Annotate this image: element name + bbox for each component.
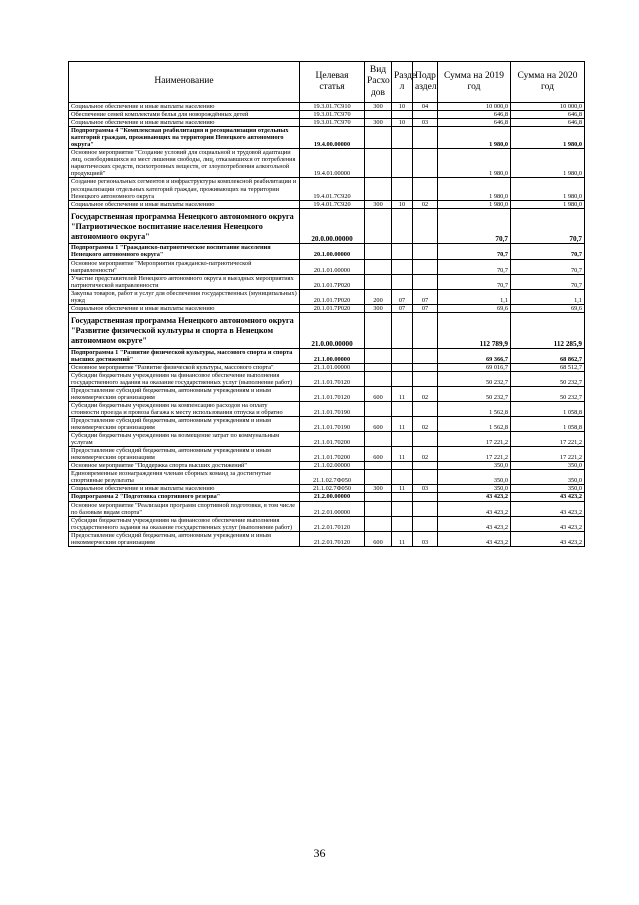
cell-subsection bbox=[413, 432, 438, 447]
cell-expense-type bbox=[365, 363, 392, 371]
cell-subsection bbox=[413, 127, 438, 149]
cell-target-article: 20.1.01.00000 bbox=[300, 259, 365, 274]
cell-sum-2020: 50 232,7 bbox=[511, 386, 585, 401]
cell-name: Государственная программа Ненецкого автономного округа "Патриотическое воспитание населения Ненецкого автономного округа" bbox=[69, 208, 300, 244]
cell-sum-2019: 10 000,0 bbox=[438, 103, 511, 111]
cell-target-article: 21.1.01.70190 bbox=[300, 417, 365, 432]
cell-target-article: 21.2.00.00000 bbox=[300, 493, 365, 501]
cell-section: 10 bbox=[392, 119, 413, 127]
cell-name: Предоставление субсидий бюджетным, автономным учреждениям и иным некоммерческим организациям bbox=[69, 417, 300, 432]
cell-name: Подпрограмма 4 "Комплексная реабилитация и ресоциализация отдельных категорий граждан, проживающих на территории Ненецкого автономного округа" bbox=[69, 127, 300, 149]
cell-target-article: 19.4.00.00000 bbox=[300, 127, 365, 149]
header-target-article: Целевая статья bbox=[300, 62, 365, 103]
cell-sum-2019: 70,7 bbox=[438, 244, 511, 259]
cell-section: 11 bbox=[392, 386, 413, 401]
cell-expense-type bbox=[365, 371, 392, 386]
cell-name: Создание региональных сегментов и инфраструктуры комплексной реабилитации и ресоциализации отдельных категорий граждан, проживающих на территории Ненецкого автономного округа bbox=[69, 178, 300, 200]
cell-name: Закупка товаров, работ и услуг для обеспечения государственных (муниципальных) нужд bbox=[69, 289, 300, 304]
cell-expense-type bbox=[365, 432, 392, 447]
header-row bbox=[69, 62, 585, 103]
cell-subsection bbox=[413, 348, 438, 363]
cell-subsection: 03 bbox=[413, 119, 438, 127]
cell-sum-2020: 10 000,0 bbox=[511, 103, 585, 111]
cell-expense-type: 600 bbox=[365, 531, 392, 546]
cell-subsection bbox=[413, 401, 438, 416]
table-row bbox=[69, 432, 585, 447]
table-row bbox=[69, 386, 585, 401]
cell-sum-2020: 68 512,7 bbox=[511, 363, 585, 371]
cell-subsection bbox=[413, 493, 438, 501]
cell-section: 07 bbox=[392, 304, 413, 312]
cell-subsection bbox=[413, 462, 438, 470]
cell-section bbox=[392, 259, 413, 274]
cell-target-article: 21.1.01.70190 bbox=[300, 401, 365, 416]
cell-name: Социальное обеспечение и иные выплаты населению bbox=[69, 103, 300, 111]
cell-sum-2019: 646,8 bbox=[438, 119, 511, 127]
cell-section bbox=[392, 432, 413, 447]
cell-sum-2020: 69,6 bbox=[511, 304, 585, 312]
table-row bbox=[69, 178, 585, 200]
cell-subsection bbox=[413, 208, 438, 244]
cell-subsection: 07 bbox=[413, 289, 438, 304]
cell-section bbox=[392, 363, 413, 371]
cell-section bbox=[392, 274, 413, 289]
table-row bbox=[69, 274, 585, 289]
cell-section bbox=[392, 462, 413, 470]
cell-target-article: 19.4.01.00000 bbox=[300, 149, 365, 178]
cell-target-article: 21.1.01.00000 bbox=[300, 363, 365, 371]
cell-sum-2019: 43 423,2 bbox=[438, 501, 511, 516]
table-row bbox=[69, 485, 585, 493]
cell-subsection bbox=[413, 244, 438, 259]
cell-expense-type bbox=[365, 312, 392, 348]
cell-name: Предоставление субсидий бюджетным, автономным учреждениям и иным некоммерческим организациям bbox=[69, 531, 300, 546]
cell-expense-type bbox=[365, 462, 392, 470]
cell-name: Подпрограмма 1 "Гражданско-патриотическое воспитание населения Ненецкого автономного округа" bbox=[69, 244, 300, 259]
cell-expense-type: 600 bbox=[365, 386, 392, 401]
cell-expense-type bbox=[365, 178, 392, 200]
cell-sum-2019: 70,7 bbox=[438, 274, 511, 289]
cell-name: Субсидии бюджетным учреждениям на компенсацию расходов на оплату стоимости проезда и провоза багажа к месту использования отпуска и обратно bbox=[69, 401, 300, 416]
cell-sum-2019: 70,7 bbox=[438, 208, 511, 244]
cell-expense-type bbox=[365, 470, 392, 485]
table-row bbox=[69, 401, 585, 416]
cell-name: Обеспечение семей комплектами белья для новорождённых детей bbox=[69, 111, 300, 119]
table-row bbox=[69, 149, 585, 178]
cell-section bbox=[392, 516, 413, 531]
cell-name: Предоставление субсидий бюджетным, автономным учреждениям и иным некоммерческим организациям bbox=[69, 447, 300, 462]
cell-expense-type: 300 bbox=[365, 485, 392, 493]
cell-target-article: 21.1.02.00000 bbox=[300, 462, 365, 470]
cell-sum-2020: 70,7 bbox=[511, 259, 585, 274]
cell-sum-2020: 1 980,0 bbox=[511, 127, 585, 149]
cell-sum-2019: 646,8 bbox=[438, 111, 511, 119]
cell-target-article: 20.1.01.7Р020 bbox=[300, 274, 365, 289]
table-row bbox=[69, 127, 585, 149]
cell-name: Субсидии бюджетным учреждениям на финансовое обеспечение выполнения государственного задания на оказание государственных услуг (выполнение работ) bbox=[69, 516, 300, 531]
cell-expense-type bbox=[365, 259, 392, 274]
cell-expense-type bbox=[365, 401, 392, 416]
table-row bbox=[69, 371, 585, 386]
cell-name: Основное мероприятие "Реализация программ спортивной подготовки, в том числе по базовым видам спорта" bbox=[69, 501, 300, 516]
cell-sum-2019: 43 423,2 bbox=[438, 516, 511, 531]
cell-subsection bbox=[413, 312, 438, 348]
cell-expense-type: 600 bbox=[365, 417, 392, 432]
cell-subsection bbox=[413, 149, 438, 178]
header-subsection: Подр аздел bbox=[413, 62, 438, 103]
cell-subsection: 02 bbox=[413, 417, 438, 432]
header-name: Наименование bbox=[69, 62, 300, 103]
cell-subsection bbox=[413, 363, 438, 371]
table-body bbox=[69, 103, 585, 547]
cell-section bbox=[392, 208, 413, 244]
cell-sum-2020: 43 423,2 bbox=[511, 493, 585, 501]
table-row bbox=[69, 289, 585, 304]
table-row bbox=[69, 348, 585, 363]
cell-section: 11 bbox=[392, 531, 413, 546]
cell-target-article: 21.1.00.00000 bbox=[300, 348, 365, 363]
header-expense-type: Вид Расхо дов bbox=[365, 62, 392, 103]
cell-sum-2019: 70,7 bbox=[438, 259, 511, 274]
header-sum-2020: Сумма на 2020 год bbox=[511, 62, 585, 103]
cell-sum-2020: 43 423,2 bbox=[511, 501, 585, 516]
cell-sum-2020: 43 423,2 bbox=[511, 516, 585, 531]
cell-subsection bbox=[413, 111, 438, 119]
table-row bbox=[69, 119, 585, 127]
cell-section: 11 bbox=[392, 447, 413, 462]
cell-target-article: 20.1.00.00000 bbox=[300, 244, 365, 259]
cell-section bbox=[392, 470, 413, 485]
cell-sum-2020: 70,7 bbox=[511, 274, 585, 289]
cell-expense-type bbox=[365, 149, 392, 178]
cell-sum-2020: 70,7 bbox=[511, 244, 585, 259]
cell-section bbox=[392, 244, 413, 259]
cell-section bbox=[392, 371, 413, 386]
cell-sum-2019: 1 980,0 bbox=[438, 200, 511, 208]
cell-sum-2020: 1 058,8 bbox=[511, 417, 585, 432]
cell-target-article: 21.1.01.70120 bbox=[300, 371, 365, 386]
cell-target-article: 21.1.01.70200 bbox=[300, 432, 365, 447]
cell-expense-type bbox=[365, 493, 392, 501]
cell-target-article: 20.1.01.7Р020 bbox=[300, 304, 365, 312]
cell-expense-type bbox=[365, 274, 392, 289]
table-row bbox=[69, 462, 585, 470]
cell-section: 10 bbox=[392, 103, 413, 111]
cell-name: Основное мероприятие "Поддержка спорта высших достижений" bbox=[69, 462, 300, 470]
cell-expense-type: 300 bbox=[365, 103, 392, 111]
cell-section: 11 bbox=[392, 485, 413, 493]
cell-sum-2020: 50 232,7 bbox=[511, 371, 585, 386]
cell-subsection: 03 bbox=[413, 485, 438, 493]
cell-name: Единовременные вознаграждения членам сборных команд за достигнутые спортивные результаты bbox=[69, 470, 300, 485]
header-section: Разде л bbox=[392, 62, 413, 103]
cell-expense-type bbox=[365, 127, 392, 149]
cell-sum-2020: 1 980,0 bbox=[511, 200, 585, 208]
page-number: 36 bbox=[313, 846, 326, 860]
cell-sum-2020: 17 221,2 bbox=[511, 432, 585, 447]
cell-name: Участие представителей Ненецкого автономного округа в выездных мероприятиях патриотической направленности bbox=[69, 274, 300, 289]
cell-sum-2019: 350,0 bbox=[438, 470, 511, 485]
header-sum-2019: Сумма на 2019 год bbox=[438, 62, 511, 103]
cell-sum-2019: 69 366,7 bbox=[438, 348, 511, 363]
cell-target-article: 19.4.01.7С920 bbox=[300, 178, 365, 200]
cell-expense-type: 300 bbox=[365, 200, 392, 208]
cell-target-article: 21.1.02.7Ф050 bbox=[300, 485, 365, 493]
cell-target-article: 19.3.01.7С970 bbox=[300, 111, 365, 119]
cell-target-article: 21.2.01.70120 bbox=[300, 531, 365, 546]
cell-expense-type bbox=[365, 244, 392, 259]
cell-target-article: 21.2.01.70120 bbox=[300, 516, 365, 531]
cell-subsection bbox=[413, 178, 438, 200]
cell-sum-2020: 646,8 bbox=[511, 119, 585, 127]
cell-name: Социальное обеспечение и иные выплаты населению bbox=[69, 485, 300, 493]
cell-target-article: 19.4.01.7С920 bbox=[300, 200, 365, 208]
cell-sum-2019: 43 423,2 bbox=[438, 531, 511, 546]
cell-subsection: 02 bbox=[413, 386, 438, 401]
table-header bbox=[69, 62, 585, 103]
cell-section bbox=[392, 348, 413, 363]
cell-target-article: 21.1.01.70200 bbox=[300, 447, 365, 462]
cell-sum-2020: 646,8 bbox=[511, 111, 585, 119]
cell-section bbox=[392, 501, 413, 516]
cell-subsection: 02 bbox=[413, 200, 438, 208]
cell-sum-2019: 43 423,2 bbox=[438, 493, 511, 501]
table-row bbox=[69, 244, 585, 259]
cell-name: Подпрограмма 2 "Подготовка спортивного резерва" bbox=[69, 493, 300, 501]
cell-sum-2019: 350,0 bbox=[438, 462, 511, 470]
cell-name: Основное мероприятие "Развитие физической культуры, массового спорта" bbox=[69, 363, 300, 371]
cell-expense-type bbox=[365, 348, 392, 363]
cell-expense-type: 600 bbox=[365, 447, 392, 462]
cell-sum-2020: 1 980,0 bbox=[511, 149, 585, 178]
cell-expense-type: 200 bbox=[365, 289, 392, 304]
cell-subsection bbox=[413, 501, 438, 516]
cell-sum-2019: 1 980,0 bbox=[438, 178, 511, 200]
table-row bbox=[69, 363, 585, 371]
cell-expense-type: 300 bbox=[365, 304, 392, 312]
cell-sum-2019: 112 789,9 bbox=[438, 312, 511, 348]
table-row bbox=[69, 531, 585, 546]
cell-target-article: 21.1.02.7Ф050 bbox=[300, 470, 365, 485]
cell-expense-type bbox=[365, 516, 392, 531]
cell-sum-2020: 350,0 bbox=[511, 462, 585, 470]
cell-target-article: 21.2.01.00000 bbox=[300, 501, 365, 516]
cell-name: Предоставление субсидий бюджетным, автономным учреждениям и иным некоммерческим организациям bbox=[69, 386, 300, 401]
table-row bbox=[69, 103, 585, 111]
table-row bbox=[69, 200, 585, 208]
cell-sum-2020: 1 058,8 bbox=[511, 401, 585, 416]
cell-section bbox=[392, 312, 413, 348]
cell-target-article: 20.1.01.7Р020 bbox=[300, 289, 365, 304]
cell-subsection: 02 bbox=[413, 447, 438, 462]
cell-subsection bbox=[413, 470, 438, 485]
cell-section bbox=[392, 493, 413, 501]
cell-name: Основное мероприятие "Мероприятия гражданско-патриотической направленности" bbox=[69, 259, 300, 274]
cell-name: Социальное обеспечение и иные выплаты населению bbox=[69, 200, 300, 208]
cell-subsection: 03 bbox=[413, 531, 438, 546]
cell-name: Подпрограмма 1 "Развитие физической культуры, массового спорта и спорта высших достижений" bbox=[69, 348, 300, 363]
table-row bbox=[69, 447, 585, 462]
cell-subsection bbox=[413, 516, 438, 531]
table-row bbox=[69, 470, 585, 485]
cell-sum-2019: 350,0 bbox=[438, 485, 511, 493]
table-row bbox=[69, 493, 585, 501]
cell-sum-2020: 112 285,9 bbox=[511, 312, 585, 348]
cell-sum-2020: 70,7 bbox=[511, 208, 585, 244]
cell-sum-2019: 69 016,7 bbox=[438, 363, 511, 371]
cell-section bbox=[392, 111, 413, 119]
cell-sum-2019: 1,1 bbox=[438, 289, 511, 304]
table-row bbox=[69, 304, 585, 312]
cell-sum-2019: 1 980,0 bbox=[438, 127, 511, 149]
table-row bbox=[69, 312, 585, 348]
cell-name: Основное мероприятие "Создание условий для социальной и трудовой адаптации лиц, освободившихся из мест лишения свободы, лиц, отказавшихся от потребления наркотических средств, психотропных веществ, от злоупотребления алкогольной продукцией" bbox=[69, 149, 300, 178]
cell-target-article: 21.0.00.00000 bbox=[300, 312, 365, 348]
cell-sum-2019: 50 232,7 bbox=[438, 386, 511, 401]
cell-name: Субсидии бюджетным учреждениям на возмещение затрат по коммунальным услугам bbox=[69, 432, 300, 447]
cell-sum-2019: 1 562,8 bbox=[438, 401, 511, 416]
table-row bbox=[69, 417, 585, 432]
cell-sum-2019: 17 221,2 bbox=[438, 447, 511, 462]
cell-sum-2020: 1 980,0 bbox=[511, 178, 585, 200]
cell-section: 07 bbox=[392, 289, 413, 304]
cell-section: 11 bbox=[392, 417, 413, 432]
cell-sum-2019: 1 980,0 bbox=[438, 149, 511, 178]
cell-name: Социальное обеспечение и иные выплаты населению bbox=[69, 304, 300, 312]
table-row bbox=[69, 501, 585, 516]
cell-section bbox=[392, 178, 413, 200]
cell-sum-2019: 17 221,2 bbox=[438, 432, 511, 447]
cell-sum-2020: 43 423,2 bbox=[511, 531, 585, 546]
cell-target-article: 19.3.01.7С910 bbox=[300, 103, 365, 111]
cell-name: Субсидии бюджетным учреждениям на финансовое обеспечение выполнения государственного задания на оказание государственных услуг (выполнение работ) bbox=[69, 371, 300, 386]
cell-sum-2019: 1 562,8 bbox=[438, 417, 511, 432]
cell-section bbox=[392, 149, 413, 178]
cell-subsection bbox=[413, 274, 438, 289]
cell-subsection: 07 bbox=[413, 304, 438, 312]
table-row bbox=[69, 208, 585, 244]
cell-expense-type bbox=[365, 208, 392, 244]
cell-expense-type bbox=[365, 111, 392, 119]
cell-subsection: 04 bbox=[413, 103, 438, 111]
cell-sum-2020: 350,0 bbox=[511, 470, 585, 485]
cell-sum-2020: 1,1 bbox=[511, 289, 585, 304]
cell-sum-2019: 50 232,7 bbox=[438, 371, 511, 386]
cell-subsection bbox=[413, 371, 438, 386]
cell-expense-type: 300 bbox=[365, 119, 392, 127]
cell-subsection bbox=[413, 259, 438, 274]
cell-name: Социальное обеспечение и иные выплаты населению bbox=[69, 119, 300, 127]
table-row bbox=[69, 111, 585, 119]
budget-table bbox=[68, 61, 585, 547]
table-row bbox=[69, 259, 585, 274]
cell-target-article: 19.3.01.7С970 bbox=[300, 119, 365, 127]
table-row bbox=[69, 516, 585, 531]
cell-sum-2020: 350,0 bbox=[511, 485, 585, 493]
cell-section bbox=[392, 401, 413, 416]
cell-sum-2019: 69,6 bbox=[438, 304, 511, 312]
cell-section bbox=[392, 127, 413, 149]
cell-target-article: 21.1.01.70120 bbox=[300, 386, 365, 401]
cell-expense-type bbox=[365, 501, 392, 516]
cell-sum-2020: 68 862,7 bbox=[511, 348, 585, 363]
cell-sum-2020: 17 221,2 bbox=[511, 447, 585, 462]
cell-section: 10 bbox=[392, 200, 413, 208]
cell-target-article: 20.0.00.00000 bbox=[300, 208, 365, 244]
cell-name: Государственная программа Ненецкого автономного округа "Развитие физической культуры и спорта в Ненецком автономном округе" bbox=[69, 312, 300, 348]
